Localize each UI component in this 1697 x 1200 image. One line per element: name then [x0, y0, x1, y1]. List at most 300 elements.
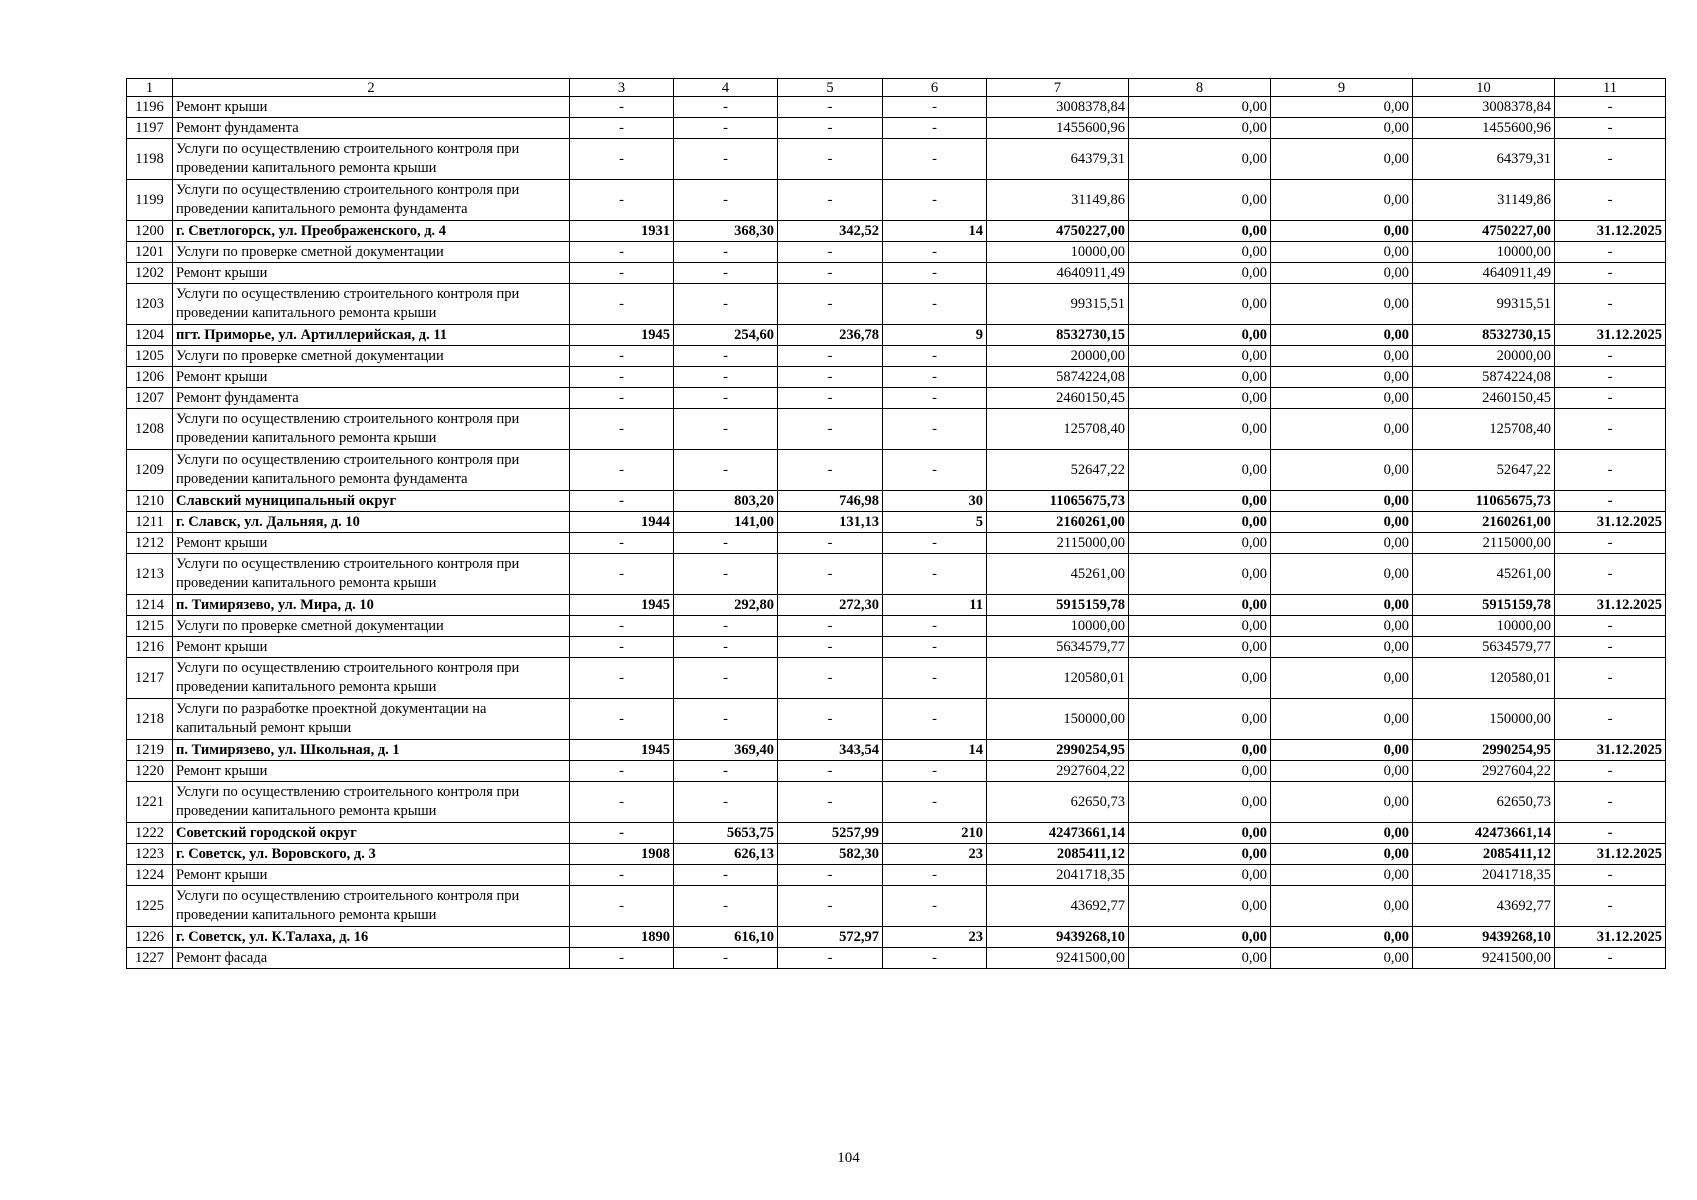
- col-6-cell: -: [883, 782, 987, 823]
- table-row: [127, 180, 1666, 221]
- col-3-cell: -: [570, 761, 674, 782]
- col-11-cell: 31.12.2025: [1555, 512, 1666, 533]
- header-cell: 1: [127, 79, 173, 97]
- row-number-cell: 1226: [127, 927, 173, 948]
- description-cell: Услуги по осуществлению строительного контроля при проведении капитального ремонта крыши: [173, 886, 570, 927]
- col-5-cell: -: [778, 533, 883, 554]
- table-row: [127, 139, 1666, 180]
- description-cell: Услуги по проверке сметной документации: [173, 616, 570, 637]
- col-11-cell: 31.12.2025: [1555, 595, 1666, 616]
- header-cell: 10: [1413, 79, 1555, 97]
- col-4-cell: 141,00: [674, 512, 778, 533]
- col-11-cell: -: [1555, 118, 1666, 139]
- col-8-cell: 0,00: [1129, 97, 1271, 118]
- table-row: [127, 637, 1666, 658]
- col-5-cell: -: [778, 761, 883, 782]
- col-9-cell: 0,00: [1271, 886, 1413, 927]
- row-number-cell: 1200: [127, 221, 173, 242]
- header-cell: 5: [778, 79, 883, 97]
- table-row: [127, 927, 1666, 948]
- col-8-cell: 0,00: [1129, 699, 1271, 740]
- col-7-cell: 64379,31: [987, 139, 1129, 180]
- col-3-cell: -: [570, 367, 674, 388]
- col-3-cell: -: [570, 388, 674, 409]
- description-cell: Услуги по осуществлению строительного контроля при проведении капитального ремонта крыши: [173, 409, 570, 450]
- col-9-cell: 0,00: [1271, 180, 1413, 221]
- col-9-cell: 0,00: [1271, 263, 1413, 284]
- col-9-cell: 0,00: [1271, 118, 1413, 139]
- col-8-cell: 0,00: [1129, 761, 1271, 782]
- col-7-cell: 4750227,00: [987, 221, 1129, 242]
- table-row: [127, 533, 1666, 554]
- col-6-cell: 9: [883, 325, 987, 346]
- col-5-cell: 746,98: [778, 491, 883, 512]
- col-6-cell: -: [883, 97, 987, 118]
- col-8-cell: 0,00: [1129, 346, 1271, 367]
- col-5-cell: 272,30: [778, 595, 883, 616]
- description-cell: Ремонт крыши: [173, 533, 570, 554]
- col-3-cell: -: [570, 616, 674, 637]
- col-3-cell: -: [570, 180, 674, 221]
- col-11-cell: -: [1555, 948, 1666, 969]
- description-cell: Услуги по разработке проектной документации на капитальный ремонт крыши: [173, 699, 570, 740]
- col-11-cell: -: [1555, 658, 1666, 699]
- table-row: [127, 554, 1666, 595]
- col-11-cell: -: [1555, 616, 1666, 637]
- col-7-cell: 150000,00: [987, 699, 1129, 740]
- description-cell: пгт. Приморье, ул. Артиллерийская, д. 11: [173, 325, 570, 346]
- col-9-cell: 0,00: [1271, 409, 1413, 450]
- col-5-cell: 572,97: [778, 927, 883, 948]
- description-cell: Услуги по проверке сметной документации: [173, 242, 570, 263]
- col-8-cell: 0,00: [1129, 616, 1271, 637]
- col-10-cell: 9241500,00: [1413, 948, 1555, 969]
- col-3-cell: -: [570, 637, 674, 658]
- table-row: [127, 118, 1666, 139]
- col-6-cell: -: [883, 554, 987, 595]
- table-row: [127, 761, 1666, 782]
- row-number-cell: 1197: [127, 118, 173, 139]
- col-5-cell: -: [778, 658, 883, 699]
- row-number-cell: 1196: [127, 97, 173, 118]
- col-8-cell: 0,00: [1129, 450, 1271, 491]
- description-cell: Славский муниципальный округ: [173, 491, 570, 512]
- row-number-cell: 1218: [127, 699, 173, 740]
- col-5-cell: -: [778, 865, 883, 886]
- col-7-cell: 5634579,77: [987, 637, 1129, 658]
- col-3-cell: -: [570, 242, 674, 263]
- col-5-cell: -: [778, 180, 883, 221]
- col-11-cell: 31.12.2025: [1555, 740, 1666, 761]
- col-11-cell: -: [1555, 699, 1666, 740]
- col-5-cell: 5257,99: [778, 823, 883, 844]
- col-6-cell: -: [883, 886, 987, 927]
- col-9-cell: 0,00: [1271, 450, 1413, 491]
- row-number-cell: 1208: [127, 409, 173, 450]
- row-number-cell: 1222: [127, 823, 173, 844]
- col-6-cell: 30: [883, 491, 987, 512]
- table-row: [127, 367, 1666, 388]
- col-7-cell: 11065675,73: [987, 491, 1129, 512]
- col-4-cell: -: [674, 865, 778, 886]
- col-8-cell: 0,00: [1129, 844, 1271, 865]
- col-9-cell: 0,00: [1271, 761, 1413, 782]
- col-10-cell: 2990254,95: [1413, 740, 1555, 761]
- table-row: [127, 491, 1666, 512]
- col-4-cell: -: [674, 367, 778, 388]
- col-11-cell: -: [1555, 409, 1666, 450]
- col-6-cell: 14: [883, 221, 987, 242]
- row-number-cell: 1202: [127, 263, 173, 284]
- col-3-cell: -: [570, 139, 674, 180]
- col-8-cell: 0,00: [1129, 139, 1271, 180]
- col-4-cell: -: [674, 388, 778, 409]
- col-5-cell: -: [778, 637, 883, 658]
- col-3-cell: -: [570, 658, 674, 699]
- data-table: [126, 78, 1666, 969]
- col-8-cell: 0,00: [1129, 886, 1271, 927]
- col-7-cell: 31149,86: [987, 180, 1129, 221]
- col-11-cell: -: [1555, 554, 1666, 595]
- col-9-cell: 0,00: [1271, 554, 1413, 595]
- row-number-cell: 1215: [127, 616, 173, 637]
- col-11-cell: -: [1555, 139, 1666, 180]
- row-number-cell: 1212: [127, 533, 173, 554]
- table-row: [127, 595, 1666, 616]
- col-4-cell: -: [674, 139, 778, 180]
- col-9-cell: 0,00: [1271, 823, 1413, 844]
- col-8-cell: 0,00: [1129, 948, 1271, 969]
- col-5-cell: -: [778, 263, 883, 284]
- col-8-cell: 0,00: [1129, 388, 1271, 409]
- col-6-cell: -: [883, 388, 987, 409]
- header-cell: 3: [570, 79, 674, 97]
- col-10-cell: 5634579,77: [1413, 637, 1555, 658]
- col-7-cell: 99315,51: [987, 284, 1129, 325]
- col-5-cell: 343,54: [778, 740, 883, 761]
- col-3-cell: 1945: [570, 595, 674, 616]
- col-6-cell: 23: [883, 844, 987, 865]
- col-8-cell: 0,00: [1129, 740, 1271, 761]
- col-10-cell: 4750227,00: [1413, 221, 1555, 242]
- col-10-cell: 5874224,08: [1413, 367, 1555, 388]
- col-10-cell: 2927604,22: [1413, 761, 1555, 782]
- col-10-cell: 99315,51: [1413, 284, 1555, 325]
- col-10-cell: 52647,22: [1413, 450, 1555, 491]
- col-6-cell: -: [883, 409, 987, 450]
- col-9-cell: 0,00: [1271, 533, 1413, 554]
- col-5-cell: -: [778, 284, 883, 325]
- col-6-cell: 5: [883, 512, 987, 533]
- col-3-cell: -: [570, 948, 674, 969]
- col-7-cell: 3008378,84: [987, 97, 1129, 118]
- col-8-cell: 0,00: [1129, 118, 1271, 139]
- col-10-cell: 4640911,49: [1413, 263, 1555, 284]
- col-6-cell: -: [883, 367, 987, 388]
- col-5-cell: -: [778, 242, 883, 263]
- col-3-cell: -: [570, 782, 674, 823]
- table-row: [127, 699, 1666, 740]
- table-row: [127, 450, 1666, 491]
- table-row: [127, 97, 1666, 118]
- col-3-cell: -: [570, 554, 674, 595]
- table-row: [127, 242, 1666, 263]
- col-9-cell: 0,00: [1271, 658, 1413, 699]
- col-9-cell: 0,00: [1271, 948, 1413, 969]
- col-11-cell: -: [1555, 782, 1666, 823]
- row-number-cell: 1219: [127, 740, 173, 761]
- table-row: [127, 409, 1666, 450]
- col-3-cell: -: [570, 491, 674, 512]
- col-8-cell: 0,00: [1129, 221, 1271, 242]
- row-number-cell: 1198: [127, 139, 173, 180]
- col-8-cell: 0,00: [1129, 658, 1271, 699]
- col-9-cell: 0,00: [1271, 284, 1413, 325]
- col-4-cell: -: [674, 761, 778, 782]
- col-5-cell: -: [778, 388, 883, 409]
- col-11-cell: -: [1555, 637, 1666, 658]
- table-row: [127, 886, 1666, 927]
- row-number-cell: 1210: [127, 491, 173, 512]
- description-cell: Советский городской округ: [173, 823, 570, 844]
- row-number-cell: 1206: [127, 367, 173, 388]
- col-11-cell: -: [1555, 367, 1666, 388]
- col-9-cell: 0,00: [1271, 388, 1413, 409]
- col-6-cell: -: [883, 658, 987, 699]
- col-4-cell: -: [674, 118, 778, 139]
- col-4-cell: -: [674, 97, 778, 118]
- col-8-cell: 0,00: [1129, 180, 1271, 221]
- description-cell: Ремонт фасада: [173, 948, 570, 969]
- col-4-cell: 803,20: [674, 491, 778, 512]
- col-6-cell: -: [883, 139, 987, 180]
- col-3-cell: -: [570, 823, 674, 844]
- description-cell: Ремонт крыши: [173, 761, 570, 782]
- header-cell: 7: [987, 79, 1129, 97]
- col-9-cell: 0,00: [1271, 616, 1413, 637]
- table-row: [127, 346, 1666, 367]
- col-7-cell: 42473661,14: [987, 823, 1129, 844]
- col-4-cell: -: [674, 886, 778, 927]
- description-cell: Ремонт крыши: [173, 367, 570, 388]
- col-10-cell: 31149,86: [1413, 180, 1555, 221]
- col-6-cell: -: [883, 346, 987, 367]
- col-6-cell: -: [883, 637, 987, 658]
- col-7-cell: 10000,00: [987, 242, 1129, 263]
- col-3-cell: -: [570, 97, 674, 118]
- col-6-cell: 14: [883, 740, 987, 761]
- col-9-cell: 0,00: [1271, 346, 1413, 367]
- col-4-cell: 616,10: [674, 927, 778, 948]
- col-3-cell: -: [570, 284, 674, 325]
- table-row: [127, 221, 1666, 242]
- header-cell: 8: [1129, 79, 1271, 97]
- col-7-cell: 9241500,00: [987, 948, 1129, 969]
- col-5-cell: -: [778, 139, 883, 180]
- col-7-cell: 125708,40: [987, 409, 1129, 450]
- col-3-cell: -: [570, 886, 674, 927]
- col-8-cell: 0,00: [1129, 533, 1271, 554]
- col-9-cell: 0,00: [1271, 699, 1413, 740]
- row-number-cell: 1214: [127, 595, 173, 616]
- col-4-cell: -: [674, 284, 778, 325]
- col-10-cell: 1455600,96: [1413, 118, 1555, 139]
- description-cell: Услуги по осуществлению строительного контроля при проведении капитального ремонта крыши: [173, 658, 570, 699]
- col-7-cell: 120580,01: [987, 658, 1129, 699]
- col-10-cell: 125708,40: [1413, 409, 1555, 450]
- col-5-cell: 236,78: [778, 325, 883, 346]
- col-9-cell: 0,00: [1271, 512, 1413, 533]
- col-3-cell: -: [570, 865, 674, 886]
- col-3-cell: -: [570, 118, 674, 139]
- description-cell: Услуги по осуществлению строительного контроля при проведении капитального ремонта крыши: [173, 139, 570, 180]
- col-11-cell: -: [1555, 865, 1666, 886]
- col-10-cell: 3008378,84: [1413, 97, 1555, 118]
- col-8-cell: 0,00: [1129, 284, 1271, 325]
- col-4-cell: -: [674, 263, 778, 284]
- col-10-cell: 150000,00: [1413, 699, 1555, 740]
- row-number-cell: 1204: [127, 325, 173, 346]
- col-4-cell: -: [674, 409, 778, 450]
- col-6-cell: -: [883, 699, 987, 740]
- col-4-cell: 292,80: [674, 595, 778, 616]
- col-9-cell: 0,00: [1271, 221, 1413, 242]
- col-11-cell: -: [1555, 388, 1666, 409]
- table-row: [127, 782, 1666, 823]
- col-10-cell: 2160261,00: [1413, 512, 1555, 533]
- col-11-cell: 31.12.2025: [1555, 844, 1666, 865]
- row-number-cell: 1199: [127, 180, 173, 221]
- col-5-cell: 582,30: [778, 844, 883, 865]
- col-8-cell: 0,00: [1129, 823, 1271, 844]
- description-cell: Услуги по осуществлению строительного контроля при проведении капитального ремонта крыши: [173, 284, 570, 325]
- col-9-cell: 0,00: [1271, 139, 1413, 180]
- col-9-cell: 0,00: [1271, 637, 1413, 658]
- col-5-cell: 342,52: [778, 221, 883, 242]
- description-cell: г. Советск, ул. К.Талаха, д. 16: [173, 927, 570, 948]
- col-5-cell: -: [778, 886, 883, 927]
- col-7-cell: 4640911,49: [987, 263, 1129, 284]
- description-cell: Ремонт крыши: [173, 865, 570, 886]
- col-4-cell: -: [674, 450, 778, 491]
- col-8-cell: 0,00: [1129, 242, 1271, 263]
- col-6-cell: -: [883, 450, 987, 491]
- col-10-cell: 2460150,45: [1413, 388, 1555, 409]
- col-5-cell: -: [778, 450, 883, 491]
- col-11-cell: 31.12.2025: [1555, 927, 1666, 948]
- col-8-cell: 0,00: [1129, 512, 1271, 533]
- table-row: [127, 263, 1666, 284]
- header-cell: 4: [674, 79, 778, 97]
- col-5-cell: -: [778, 118, 883, 139]
- col-5-cell: -: [778, 97, 883, 118]
- col-6-cell: -: [883, 761, 987, 782]
- col-7-cell: 5874224,08: [987, 367, 1129, 388]
- col-7-cell: 62650,73: [987, 782, 1129, 823]
- col-9-cell: 0,00: [1271, 844, 1413, 865]
- col-9-cell: 0,00: [1271, 927, 1413, 948]
- col-8-cell: 0,00: [1129, 595, 1271, 616]
- description-cell: Услуги по осуществлению строительного контроля при проведении капитального ремонта фундамента: [173, 450, 570, 491]
- row-number-cell: 1207: [127, 388, 173, 409]
- header-cell: 2: [173, 79, 570, 97]
- col-10-cell: 62650,73: [1413, 782, 1555, 823]
- col-4-cell: -: [674, 554, 778, 595]
- col-3-cell: 1931: [570, 221, 674, 242]
- col-6-cell: -: [883, 948, 987, 969]
- col-9-cell: 0,00: [1271, 865, 1413, 886]
- col-5-cell: -: [778, 699, 883, 740]
- col-4-cell: -: [674, 346, 778, 367]
- col-6-cell: -: [883, 118, 987, 139]
- header-row: [127, 79, 1666, 97]
- description-cell: Услуги по осуществлению строительного контроля при проведении капитального ремонта фундамента: [173, 180, 570, 221]
- col-6-cell: -: [883, 180, 987, 221]
- col-4-cell: -: [674, 533, 778, 554]
- description-cell: г. Советск, ул. Воровского, д. 3: [173, 844, 570, 865]
- col-4-cell: 369,40: [674, 740, 778, 761]
- col-7-cell: 9439268,10: [987, 927, 1129, 948]
- header-cell: 11: [1555, 79, 1666, 97]
- col-4-cell: 368,30: [674, 221, 778, 242]
- col-11-cell: -: [1555, 263, 1666, 284]
- table-row: [127, 844, 1666, 865]
- col-10-cell: 10000,00: [1413, 616, 1555, 637]
- row-number-cell: 1205: [127, 346, 173, 367]
- row-number-cell: 1216: [127, 637, 173, 658]
- description-cell: Ремонт фундамента: [173, 388, 570, 409]
- table-row: [127, 512, 1666, 533]
- table-row: [127, 740, 1666, 761]
- col-7-cell: 5915159,78: [987, 595, 1129, 616]
- table-row: [127, 616, 1666, 637]
- row-number-cell: 1220: [127, 761, 173, 782]
- col-10-cell: 120580,01: [1413, 658, 1555, 699]
- table-row: [127, 823, 1666, 844]
- col-4-cell: 5653,75: [674, 823, 778, 844]
- col-5-cell: -: [778, 616, 883, 637]
- col-11-cell: -: [1555, 761, 1666, 782]
- col-9-cell: 0,00: [1271, 595, 1413, 616]
- col-10-cell: 42473661,14: [1413, 823, 1555, 844]
- header-cell: 6: [883, 79, 987, 97]
- col-6-cell: -: [883, 284, 987, 325]
- col-10-cell: 20000,00: [1413, 346, 1555, 367]
- row-number-cell: 1224: [127, 865, 173, 886]
- col-8-cell: 0,00: [1129, 554, 1271, 595]
- col-9-cell: 0,00: [1271, 325, 1413, 346]
- col-5-cell: -: [778, 948, 883, 969]
- col-7-cell: 2115000,00: [987, 533, 1129, 554]
- col-9-cell: 0,00: [1271, 491, 1413, 512]
- description-cell: п. Тимирязево, ул. Школьная, д. 1: [173, 740, 570, 761]
- col-7-cell: 2460150,45: [987, 388, 1129, 409]
- description-cell: г. Славск, ул. Дальняя, д. 10: [173, 512, 570, 533]
- col-6-cell: 23: [883, 927, 987, 948]
- col-4-cell: -: [674, 782, 778, 823]
- col-4-cell: -: [674, 180, 778, 221]
- col-8-cell: 0,00: [1129, 637, 1271, 658]
- col-10-cell: 5915159,78: [1413, 595, 1555, 616]
- col-8-cell: 0,00: [1129, 409, 1271, 450]
- col-11-cell: 31.12.2025: [1555, 221, 1666, 242]
- col-8-cell: 0,00: [1129, 263, 1271, 284]
- table-body: [127, 79, 1666, 969]
- row-number-cell: 1225: [127, 886, 173, 927]
- col-9-cell: 0,00: [1271, 97, 1413, 118]
- col-10-cell: 10000,00: [1413, 242, 1555, 263]
- col-3-cell: -: [570, 409, 674, 450]
